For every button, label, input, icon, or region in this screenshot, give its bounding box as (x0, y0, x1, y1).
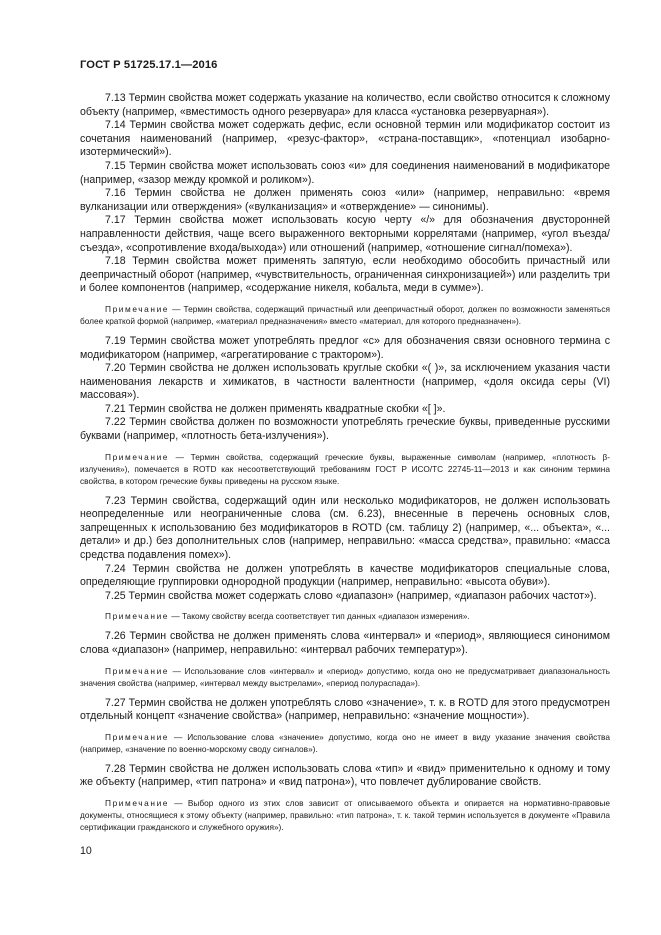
page-number: 10 (80, 845, 92, 857)
note-label: Примечание (105, 451, 170, 462)
note-dash: — (169, 611, 182, 622)
clause-7-22: 7.22 Термин свойства должен по возможности употреблять греческие буквы, приведенные русскими буквами (например, «плотность бета-излучения»). (80, 416, 610, 443)
note-2 (80, 451, 610, 487)
note-6 (80, 797, 610, 833)
clause-7-23: 7.23 Термин свойства, содержащий один или несколько модификаторов, не должен использовать неопределенные или неограниченные слова (см. 6.23), внесенные в перечень основных слов, запрещенных к использованию без модификаторов в ROTD (см. таблицу 2) (например, «... объекта», «... детали» и др.) без дополнительных слов (например, неправильно: «масса средства», правильно: «масса средства подавления помех»). (80, 494, 610, 562)
note-4 (80, 665, 610, 689)
note-dash: — (169, 731, 188, 742)
note-label: Примечание (105, 665, 170, 676)
note-dash: — (169, 797, 188, 808)
clause-7-28: 7.28 Термин свойства не должен использовать слова «тип» и «вид» применительно к одному и тому же объекту (например, «тип патрона» и «вид патрона»), что повлечет дублирование свойств. (80, 762, 610, 789)
note-dash: — (169, 303, 184, 314)
document-body (80, 92, 610, 841)
note-text: Термин свойства, содержащий причастный или деепричастный оборот, должен по возможности заменяться более краткой формой (например, «материал предназначения» вместо «материал, для которого предназначен»). (80, 303, 610, 326)
clause-7-19: 7.19 Термин свойства может употреблять предлог «с» для обозначения связи основного термина с модификатором (например, «агрегатирование с трактором»). (80, 334, 610, 361)
note-text: Использование слов «интервал» и «период» допустимо, когда оно не предусматривает диапазональность значения свойства (например, «интервал между выстрелами», «период полураспада»). (80, 665, 610, 688)
note-dash: — (169, 451, 191, 462)
clause-7-25: 7.25 Термин свойства может содержать слово «диапазон» (например, «диапазон рабочих частот»). (105, 589, 597, 602)
clause-7-18: 7.18 Термин свойства может применять запятую, если необходимо обособить причастный или деепричастный оборот (например, «чувствительность, ограниченная синхронизацией») или разделить три и более компонентов (например, «содержание никеля, кобальта, меди в сумме»). (80, 255, 610, 295)
clause-7-20: 7.20 Термин свойства не должен использовать круглые скобки «( )», за исключением указания части наименования лекарств и химикатов, в частности валентности (например, «доля оксида серы (VI) массовая»). (80, 362, 610, 402)
clause-7-24: 7.24 Термин свойства не должен употреблять в качестве модификаторов специальные слова, определяющие группировки однородной продукции (например, неправильно: «высота обуви»). (80, 562, 610, 589)
clause-7-13: 7.13 Термин свойства может содержать указание на количество, если свойство относится к сложному объекту (например, «вместимость одного резервуара» для класса «установка резервуарная»). (80, 92, 610, 118)
clause-7-15: 7.15 Термин свойства может использовать союз «и» для соединения наименований в модификаторе (например, «зазор между кромкой и роликом»). (80, 159, 610, 186)
note-dash: — (169, 665, 185, 676)
clause-7-21: 7.21 Термин свойства не должен применять квадратные скобки «[ ]». (105, 402, 446, 415)
note-1 (80, 303, 610, 327)
note-text: Выбор одного из этих слов зависит от описываемого объекта и опирается на нормативно-правовые документы, относящиеся к этому объекту (например, правильно: «тип патрона», т. к. такой термин используется в документе «Правила сертификации гражданского и служебного оружия»). (80, 797, 610, 832)
clause-7-27: 7.27 Термин свойства не должен употреблять слово «значение», т. к. в ROTD для этого предусмотрен отдельный концепт «значение свойства» (например, неправильно: «значение мощности»). (80, 696, 610, 723)
clause-7-17: 7.17 Термин свойства может использовать косую черту «/» для обозначения двусторонней направленности действия, чаще всего выраженного векторными коррелятами (например, «угол въезда/съезда», «сопротивление входа/выхода») или отношений (например, «отношение сигнал/помеха»). (80, 214, 610, 254)
note-text: Такому свойству всегда соответствует тип данных «диапазон измерения». (181, 611, 470, 622)
note-label: Примечание (105, 731, 170, 742)
note-label: Примечание (105, 303, 170, 314)
note-5 (80, 731, 610, 755)
document-header: ГОСТ Р 51725.17.1—2016 (80, 59, 218, 71)
note-label: Примечание (105, 797, 170, 808)
clause-7-16: 7.16 Термин свойства не должен применять союз «или» (например, неправильно: «время вулканизации или отверждения» («вулканизация» и «отверждение» — синонимы). (80, 187, 610, 213)
clause-7-26: 7.26 Термин свойства не должен применять слова «интервал» и «период», являющиеся синонимом слова «диапазон» (например, неправильно: «интервал рабочих температур»). (80, 630, 610, 656)
note-3 (80, 610, 610, 622)
clause-7-14: 7.14 Термин свойства может содержать дефис, если основной термин или модификатор состоит из сочетания наименований (например, «резус-фактор», «страна-поставщик», «потенциал изобарно-изотермический»). (80, 119, 610, 159)
note-text: Термин свойства, содержащий греческие буквы, выраженные символам (например, «плотность β-излучения»), помечается в ROTD как несоответствующий требованиям ГОСТ Р ИСО/ТС 22745-11—2013 и как синоним термина свойства, в котором греческие буквы приведены на русском языке. (80, 451, 610, 486)
note-label: Примечание (105, 611, 170, 622)
note-text: Использование слова «значение» допустимо, когда оно не имеет в виду указание значения свойства (например, «значение по военно-морскому своду сигналов»). (80, 731, 610, 754)
